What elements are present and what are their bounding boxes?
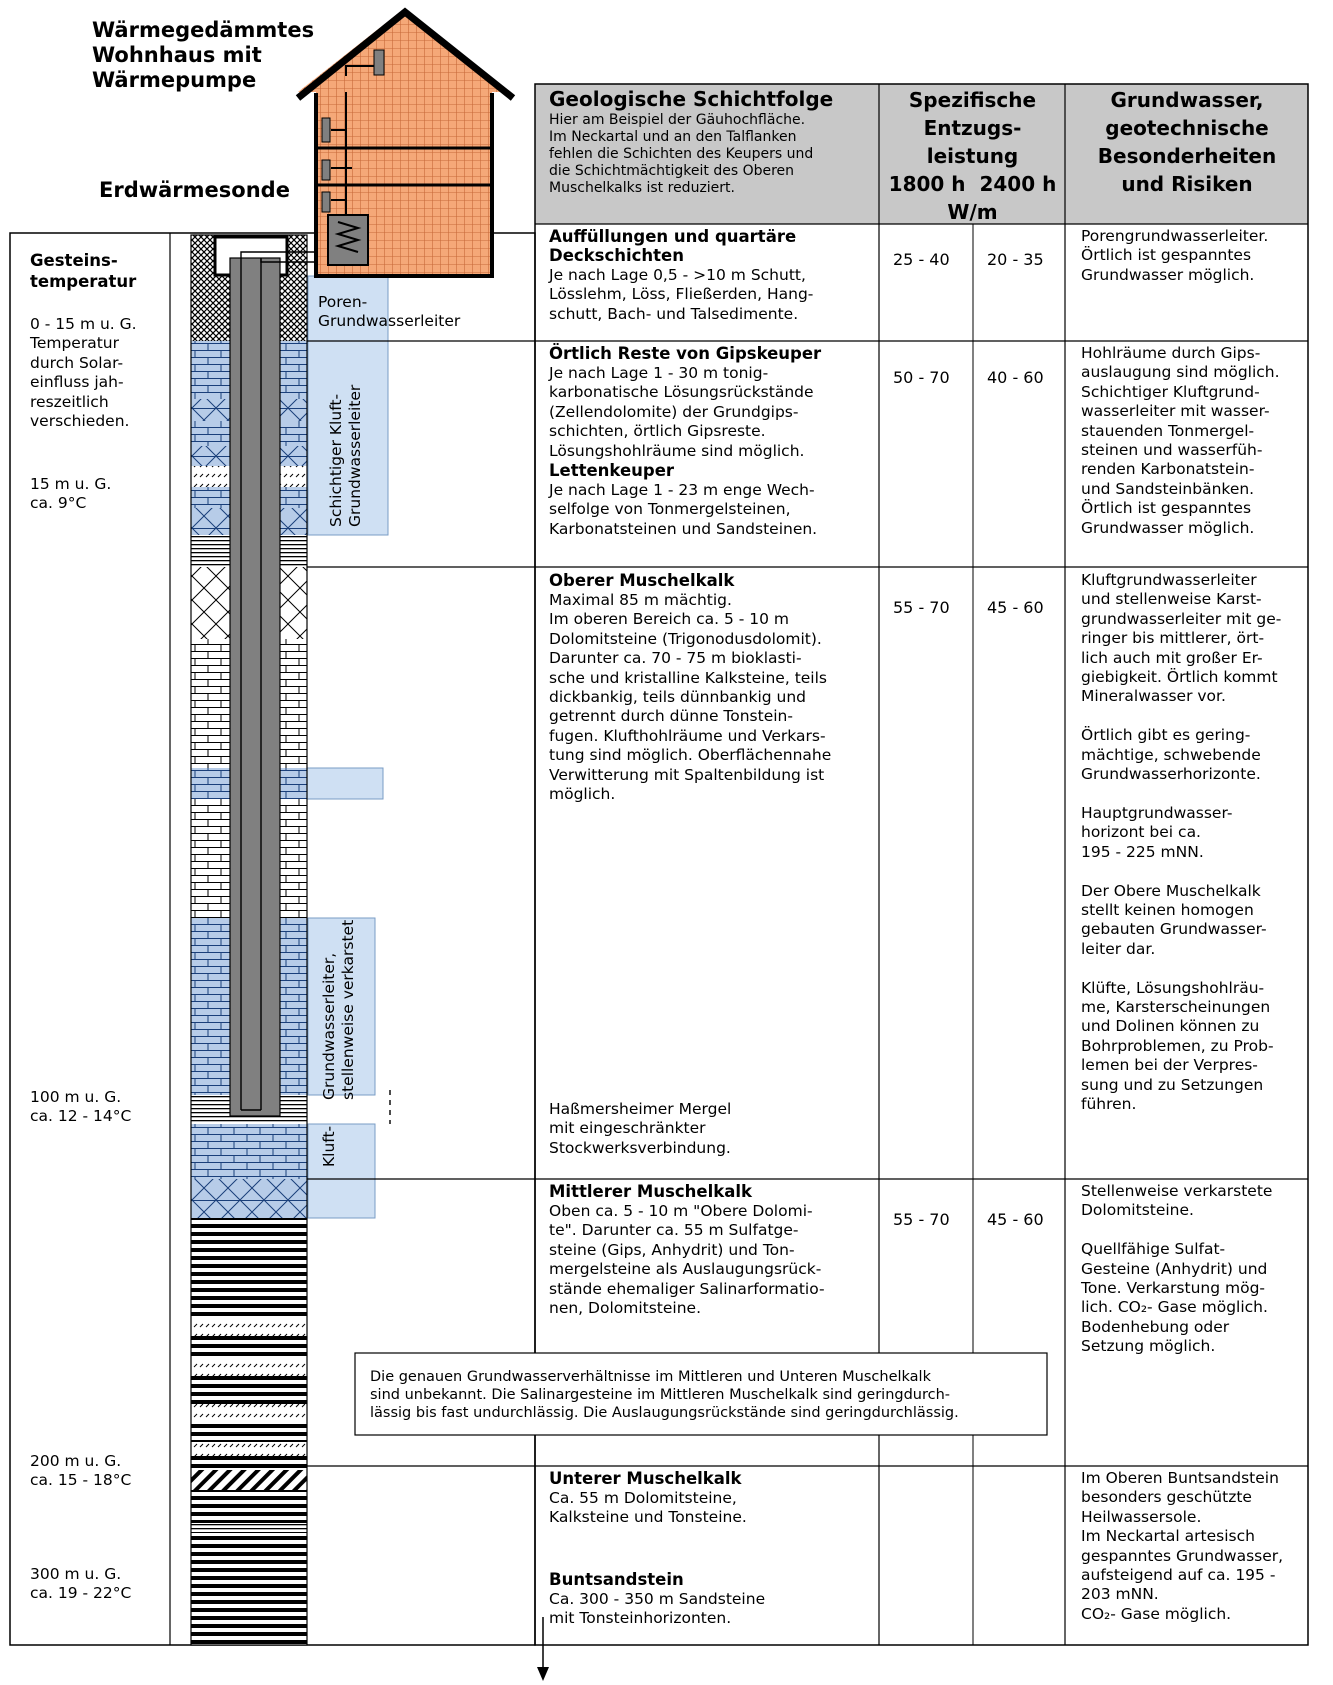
row4-text: Oben ca. 5 - 10 m "Obere Dolomi- te". Darunter ca. 55 m Sulfatge- steine (Gips, Anhydrit) und Ton- mergelsteine als Auslaugungsrück- stände ehemaliger Salinarformatio- nen, Dolomitsteine. xyxy=(549,1202,825,1318)
aquifer-label-kluft: Grundwasserleiter, stellenweise verkarstet xyxy=(320,919,358,1100)
temperature-15m: 15 m u. G. ca. 9°C xyxy=(30,475,112,513)
row1-title: Auffüllungen und quartäre Deckschichten xyxy=(549,227,797,266)
row4-title: Mittlerer Muschelkalk xyxy=(549,1182,753,1201)
row3-text: Maximal 85 m mächtig. Im oberen Bereich ca. 5 - 10 m Dolomitsteine (Trigonodusdolomit). Darunter ca. 70 - 75 m bioklasti- sche und kristalline Kalksteine, teils dickbankig, teils dünnbankig und getrennt durch dünne Tonstein- fugen. Klufthohlräume und Verkars- tung sind möglich. Oberflächennahe Verwitterung mit Spaltenbildung ist möglich. xyxy=(549,591,832,804)
probe-label: Erdwärmesonde xyxy=(99,178,290,202)
row3-v1800: 55 - 70 xyxy=(893,598,950,617)
header-extraction: Spezifische Entzugs- leistung 1800 h 2400 h W/m xyxy=(888,88,1057,224)
temperature-200m: 200 m u. G. ca. 15 - 18°C xyxy=(30,1452,132,1490)
aquifer-label-schichtig: Schichtiger Kluft- Grundwasserleiter xyxy=(327,384,365,527)
row5-groundwater: Im Oberen Buntsandstein besonders geschützte Heilwassersole. Im Neckartal artesisch gespanntes Grundwasser, aufsteigend auf ca. 195 - 203 mNN. CO₂- Gase möglich. xyxy=(1081,1469,1284,1623)
aquifer-box-small xyxy=(300,768,383,799)
row3-title: Oberer Muschelkalk xyxy=(549,571,735,590)
row2-title2: Lettenkeuper xyxy=(549,461,675,480)
header-geology-note: Hier am Beispiel der Gäuhochfläche. Im Neckartal und an den Talflanken fehlen die Schichten des Keupers und die Schichtmächtigkeit des Oberen Muschelkalks ist reduziert. xyxy=(549,112,814,196)
row4-v1800: 55 - 70 xyxy=(893,1210,950,1229)
house-title: Wärmegedämmtes Wohnhaus mit Wärmepumpe xyxy=(92,18,315,92)
note-text: Die genauen Grundwasserverhältnisse im Mittleren und Unteren Muschelkalk sind unbekannt. Die Salinargesteine im Mittleren Muschelkalk sind geringdurch- lässig bis fast undurchlässig. Die Auslaugungsrückstände sind geringdurchlässig. xyxy=(370,1369,959,1421)
header-groundwater: Grundwasser, geotechnische Besonderheiten und Risiken xyxy=(1097,88,1277,196)
down-arrow-icon xyxy=(537,1667,549,1681)
row3-v2400: 45 - 60 xyxy=(987,598,1044,617)
row2-groundwater: Hohlräume durch Gips- auslaugung sind möglich. Schichtiger Kluftgrund- wasserleiter mit wasser- stauenden Tonmergel- steinen und wasserfüh- renden Karbonatstein- und Sandsteinbänken. Örtlich ist gespanntes Grundwasser möglich. xyxy=(1081,344,1280,537)
row3-groundwater: Kluftgrundwasserleiter und stellenweise Karst- grundwasserleiter mit ge- ringer bis mittlerer, ört- lich auch mit großer Er- giebigkeit. Örtlich kommt Mineralwasser vor. Örtlich gibt es gering- mächtige, schwebende Grundwasserhorizonte. Hauptgrundwasser- horizont bei ca. 195 - 225 mNN. Der Obere Muschelkalk stellt keinen homogen gebauten Grundwasser- leiter dar. Klüfte, Lösungshohlräu- me, Karsterscheinungen und Dolinen können zu Bohrproblemen, zu Prob- lemen bei der Verpres- sung und zu Setzungen führen. xyxy=(1081,571,1282,1113)
row1-text: Je nach Lage 0,5 - >10 m Schutt, Lösslehm, Löss, Fließerden, Hang- schutt, Bach- und Talsedimente. xyxy=(549,266,814,323)
row5-text: Ca. 55 m Dolomitsteine, Kalksteine und Tonsteine. xyxy=(549,1489,747,1527)
row5-text2: Ca. 300 - 350 m Sandsteine mit Tonsteinhorizonten. xyxy=(549,1590,766,1628)
row3-text-bottom: Haßmersheimer Mergel mit eingeschränkter Stockwerksverbindung. xyxy=(549,1100,732,1157)
temperature-zone-top: 0 - 15 m u. G. Temperatur durch Solar- einfluss jah- reszeitlich verschieden. xyxy=(30,315,137,431)
aquifer-label-poren: Poren- Grundwasserleiter xyxy=(318,293,461,331)
row2-text2: Je nach Lage 1 - 23 m enge Wech- selfolge von Tonmergelsteinen, Karbonatsteinen und Sandsteinen. xyxy=(549,481,818,538)
row2-v1800: 50 - 70 xyxy=(893,368,950,387)
row2-v2400: 40 - 60 xyxy=(987,368,1044,387)
row4-v2400: 45 - 60 xyxy=(987,1210,1044,1229)
row5-title: Unterer Muschelkalk xyxy=(549,1469,742,1488)
temperature-100m: 100 m u. G. ca. 12 - 14°C xyxy=(30,1088,132,1126)
header-geology xyxy=(549,86,833,197)
aquifer-label-kluft-prefix: Kluft- xyxy=(320,1125,338,1167)
row2-title: Örtlich Reste von Gipskeuper xyxy=(549,344,822,363)
house-illustration xyxy=(298,8,513,276)
row1-v2400: 20 - 35 xyxy=(987,250,1044,269)
row1-groundwater: Porengrundwasserleiter. Örtlich ist gespanntes Grundwasser möglich. xyxy=(1081,227,1269,284)
temperature-heading: Gesteins- temperatur xyxy=(30,251,137,291)
row4-groundwater: Stellenweise verkarstete Dolomitsteine. Quellfähige Sulfat- Gesteine (Anhydrit) und Tone. Verkarstung mög- lich. CO₂- Gase möglich. Bodenhebung oder Setzung möglich. xyxy=(1081,1182,1273,1356)
row5-title2: Buntsandstein xyxy=(549,1570,684,1589)
temperature-300m: 300 m u. G. ca. 19 - 22°C xyxy=(30,1565,132,1603)
header-geology-title: Geologische Schichtfolge xyxy=(549,87,834,111)
row1-v1800: 25 - 40 xyxy=(893,250,950,269)
aquifer-box-kluft-lower xyxy=(308,1124,375,1218)
row2-text: Je nach Lage 1 - 30 m tonig- karbonatische Lösungsrückstände (Zellendolomite) der Grundgips- schichten, örtlich Gipsreste. Lösungshohlräume sind möglich. xyxy=(549,364,814,460)
